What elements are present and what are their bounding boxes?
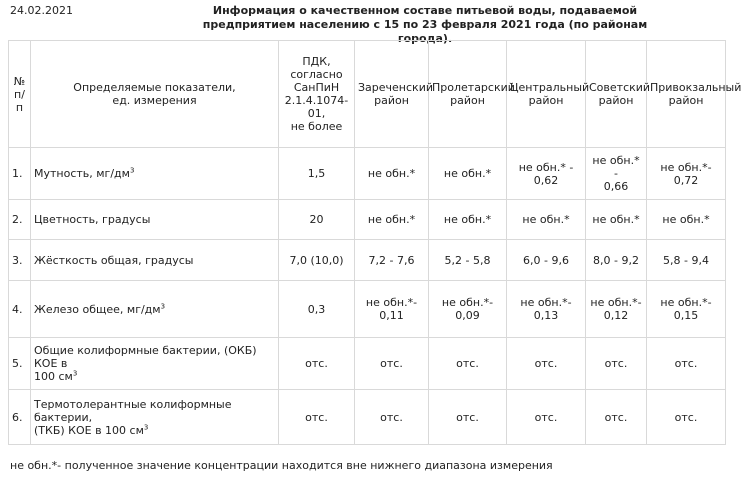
header-district-privokzalny — [647, 41, 742, 148]
district-value — [647, 148, 726, 200]
district-value-line: отс. — [534, 410, 558, 424]
header-indicator-line: ед. измерения — [112, 94, 197, 107]
indicator-name-text: Мутность, мг/дм — [34, 167, 130, 180]
district-value — [429, 148, 507, 200]
district-value-line: не обн.* — [443, 167, 492, 180]
indicator-name — [31, 281, 279, 338]
indicator-name-text: 100 см — [34, 370, 73, 383]
header-pdk-line: 01, — [307, 107, 326, 120]
row-number: 1. — [9, 148, 31, 200]
header-district-tsentralny — [507, 41, 590, 148]
district-value — [507, 338, 586, 390]
row-number: 6. — [9, 390, 31, 445]
indicator-name-line — [34, 424, 275, 437]
district-value — [586, 390, 647, 445]
district-value — [355, 338, 429, 390]
header-pdk-line: СанПиН — [293, 81, 340, 94]
table-row — [9, 200, 726, 240]
indicator-name-text: Термотолерантные колиформные бактерии, — [34, 397, 232, 424]
header-district-line: Привокзальный — [650, 81, 742, 94]
district-value-line: не обн.* - — [518, 160, 574, 174]
header-district-line: район — [450, 94, 485, 107]
indicator-name-line — [34, 167, 275, 180]
district-value-line: 5,8 - 9,4 — [663, 253, 709, 267]
header-pdk-line: не более — [290, 120, 343, 133]
district-value-line: не обн.*- 0,09 — [441, 296, 494, 322]
header-district-line: Пролетарский — [432, 81, 515, 94]
unit-superscript: 3 — [72, 369, 78, 378]
district-value — [507, 240, 586, 281]
header-num-line: п/ — [14, 87, 25, 101]
indicator-name-line — [34, 213, 275, 226]
district-value — [586, 281, 647, 338]
district-value — [355, 240, 429, 281]
header-indicator — [31, 41, 279, 148]
row-number: 3. — [9, 240, 31, 281]
header-district-line: район — [598, 94, 634, 107]
unit-superscript: 3 — [160, 301, 166, 310]
row-number: 5. — [9, 338, 31, 390]
header-row — [9, 41, 726, 148]
district-value-line: не обн.* - — [592, 154, 640, 180]
district-value — [647, 338, 726, 390]
indicator-name-line — [34, 303, 275, 316]
district-value-line: не обн.* — [443, 213, 492, 226]
header-district-line: район — [374, 94, 409, 107]
unit-superscript: 3 — [129, 166, 135, 175]
district-value — [429, 338, 507, 390]
header-district-line: район — [668, 94, 704, 107]
district-value-line: отс. — [604, 357, 628, 370]
district-value-line: не обн.* — [367, 167, 416, 180]
water-quality-table — [8, 40, 742, 445]
district-value-line: отс. — [456, 357, 479, 370]
header-district-line: Советский — [589, 81, 651, 94]
indicator-name-text: Железо общее, мг/дм — [34, 302, 161, 316]
district-value-line: отс. — [534, 357, 558, 370]
district-value-line: не обн.*- 0,15 — [660, 296, 712, 322]
header-num — [9, 41, 31, 148]
indicator-name-text: (ТКБ) КОЕ в 100 см — [34, 423, 144, 437]
header-indicator-line: Определяемые показатели, — [73, 81, 236, 94]
pdk-value: отс. — [279, 390, 355, 445]
district-value — [647, 200, 726, 240]
table-row — [9, 240, 726, 281]
row-number: 4. — [9, 281, 31, 338]
district-value — [355, 200, 429, 240]
district-value — [429, 240, 507, 281]
district-value-line: не обн.* — [592, 213, 640, 226]
district-value — [647, 281, 726, 338]
district-value — [429, 390, 507, 445]
indicator-name-line — [34, 254, 275, 267]
district-value — [507, 148, 586, 200]
district-value — [355, 390, 429, 445]
district-value — [586, 338, 647, 390]
district-value-line: 0,13 — [533, 309, 559, 322]
district-value — [586, 148, 647, 200]
header-num-line: № — [13, 74, 26, 88]
district-value — [647, 240, 726, 281]
title-line-1: Информация о качественном составе питьевой воды, подаваемой — [212, 4, 638, 17]
pdk-value: 0,3 — [279, 281, 355, 338]
header-district-proletarsky — [429, 41, 515, 148]
district-value-line: отс. — [674, 357, 698, 370]
district-value — [507, 200, 586, 240]
header-district-sovetsky — [586, 41, 651, 148]
district-value-line: 6,0 - 9,6 — [523, 253, 569, 267]
district-value-line: отс. — [380, 410, 403, 424]
district-value-line: не обн.*- — [590, 296, 642, 309]
district-value — [355, 148, 429, 200]
indicator-name-line — [34, 398, 275, 424]
indicator-name-line — [34, 344, 275, 370]
district-value — [647, 390, 726, 445]
unit-superscript: 3 — [143, 422, 149, 431]
district-value — [429, 281, 507, 338]
district-value-line: не обн.* — [367, 213, 416, 226]
indicator-name — [31, 148, 279, 200]
district-value-line: 5,2 - 5,8 — [444, 253, 491, 267]
district-value — [586, 240, 647, 281]
header-pdk-line: согласно — [290, 68, 343, 81]
footnote: не обн.*- полученное значение концентрации находится вне нижнего диапазона измерения — [10, 459, 553, 472]
indicator-name-text: Общие колиформные бактерии, (ОКБ) КОЕ в — [34, 344, 257, 370]
district-value-line: 0,62 — [533, 173, 559, 187]
district-value-line: 0,11 — [379, 309, 404, 322]
district-value-line: отс. — [380, 357, 403, 370]
district-value — [429, 200, 507, 240]
report-date: 24.02.2021 — [10, 4, 73, 17]
district-value-line: 0,12 — [603, 309, 629, 322]
header-district-zarechensky — [355, 41, 433, 148]
district-value-line: не обн.* — [662, 213, 710, 226]
district-value-line: не обн.* — [522, 213, 570, 226]
pdk-value: 7,0 (10,0) — [279, 240, 355, 281]
district-value-line: 0,66 — [603, 180, 629, 193]
district-value-line: отс. — [456, 410, 479, 424]
pdk-value: отс. — [279, 338, 355, 390]
pdk-value: 1,5 — [279, 148, 355, 200]
district-value — [586, 200, 647, 240]
pdk-value: 20 — [279, 200, 355, 240]
table-row — [9, 281, 726, 338]
row-number: 2. — [9, 200, 31, 240]
header-pdk-line: ПДК, — [302, 55, 331, 68]
district-value — [355, 281, 429, 338]
indicator-name — [31, 200, 279, 240]
table-row — [9, 148, 726, 200]
header-pdk — [279, 41, 355, 148]
district-value-line: отс. — [674, 410, 698, 424]
district-value-line: 8,0 - 9,2 — [593, 253, 639, 267]
header-district-line: Центральный — [510, 81, 590, 94]
indicator-name — [31, 240, 279, 281]
district-value-line: не обн.*- 0,72 — [660, 160, 712, 187]
district-value — [507, 281, 586, 338]
header-pdk-line: 2.1.4.1074- — [284, 94, 349, 107]
title-line-2: предприятием населению с 15 по 23 февраля 2021 года (по районам города). — [202, 18, 648, 45]
header-district-line: Зареченский — [358, 81, 433, 94]
district-value-line: 7,2 - 7,6 — [368, 253, 415, 267]
indicator-name — [31, 390, 279, 445]
district-value-line: отс. — [604, 410, 628, 424]
district-value-line: не обн.*- — [520, 296, 572, 309]
indicator-name-line — [34, 370, 275, 383]
indicator-name-text: Цветность, градусы — [34, 213, 151, 226]
district-value — [507, 390, 586, 445]
indicator-name — [31, 338, 279, 390]
indicator-name-text: Жёсткость общая, градусы — [34, 253, 194, 267]
header-num-line: п — [15, 100, 24, 114]
district-value-line: не обн.*- — [365, 296, 418, 309]
table-row — [9, 338, 726, 390]
header-district-line: район — [528, 94, 564, 107]
table-row — [9, 390, 726, 445]
